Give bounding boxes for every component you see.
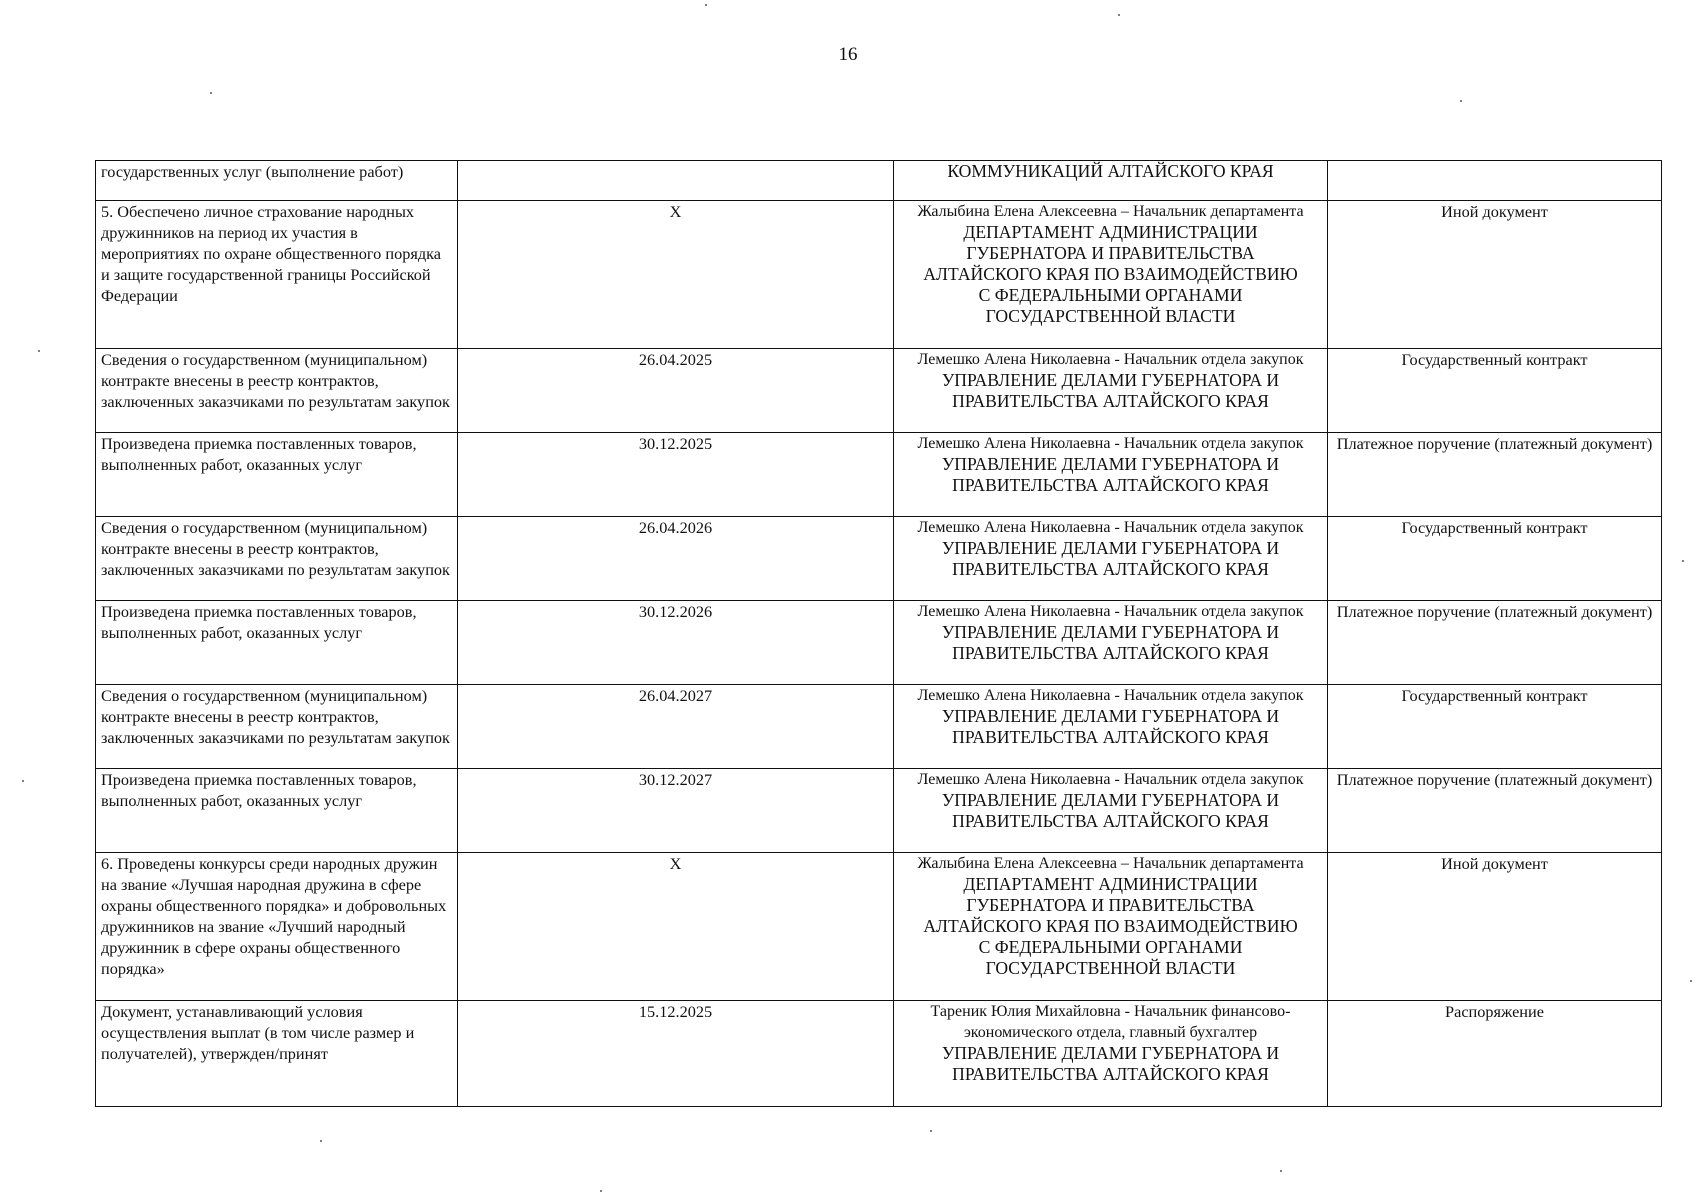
table-row — [96, 161, 1662, 201]
document-type-cell — [1328, 433, 1662, 517]
responsible-organization: ДЕПАРТАМЕНТ АДМИНИСТРАЦИИ ГУБЕРНАТОРА И ПРАВИТЕЛЬСТВА АЛТАЙСКОГО КРАЯ ПО ВЗАИМОДЕЙСТВИЮ С ФЕДЕРАЛЬНЫМИ ОРГАНАМИ ГОСУДАРСТВЕННОЙ ВЛАСТИ — [923, 874, 1298, 978]
deadline-date: 30.12.2026 — [638, 602, 713, 621]
document-type: Платежное поручение (платежный документ) — [1336, 602, 1653, 621]
responsible-cell — [894, 769, 1328, 853]
scan-speck — [1118, 14, 1120, 16]
document-type: Платежное поручение (платежный документ) — [1336, 434, 1653, 453]
date-cell — [458, 517, 894, 601]
responsible-cell — [894, 201, 1328, 349]
table-row — [96, 1001, 1662, 1107]
table-row — [96, 433, 1662, 517]
deadline-date: X — [669, 854, 682, 873]
document-type-cell — [1328, 1001, 1662, 1107]
date-cell — [458, 1001, 894, 1107]
scan-speck — [1690, 980, 1692, 982]
responsible-person: Лемешко Алена Николаевна - Начальник отдела закупок — [917, 351, 1304, 368]
scan-speck — [22, 780, 24, 782]
event-name: Сведения о государственном (муниципальном) контракте внесены в реестр контрактов, заключенных заказчиками по результатам закупок — [101, 518, 450, 579]
event-name: Сведения о государственном (муниципальном) контракте внесены в реестр контрактов, заключенных заказчиками по результатам закупок — [101, 686, 450, 747]
responsible-organization: УПРАВЛЕНИЕ ДЕЛАМИ ГУБЕРНАТОРА И ПРАВИТЕЛЬСТВА АЛТАЙСКОГО КРАЯ — [941, 706, 1280, 747]
table-row — [96, 853, 1662, 1001]
document-type: Иной документ — [1441, 854, 1548, 873]
event-name: 6. Проведены конкурсы среди народных дружин на звание «Лучшая народная дружина в сфере охраны общественного порядка» и добровольных дружинников на звание «Лучший народный дружинник в сфере охраны общественного порядка» — [101, 854, 447, 978]
responsible-cell — [894, 853, 1328, 1001]
responsible-person: Тареник Юлия Михайловна - Начальник финансово-экономического отдела, главный бухгалтер — [930, 1003, 1291, 1041]
scan-speck — [1682, 560, 1684, 562]
responsible-cell — [894, 349, 1328, 433]
scan-speck — [705, 4, 707, 6]
deadline-date: 30.12.2025 — [638, 434, 713, 453]
responsible-organization: УПРАВЛЕНИЕ ДЕЛАМИ ГУБЕРНАТОРА И ПРАВИТЕЛЬСТВА АЛТАЙСКОГО КРАЯ — [941, 538, 1280, 579]
responsible-organization: КОММУНИКАЦИЙ АЛТАЙСКОГО КРАЯ — [947, 161, 1274, 181]
date-cell — [458, 685, 894, 769]
responsible-organization: ДЕПАРТАМЕНТ АДМИНИСТРАЦИИ ГУБЕРНАТОРА И ПРАВИТЕЛЬСТВА АЛТАЙСКОГО КРАЯ ПО ВЗАИМОДЕЙСТВИЮ С ФЕДЕРАЛЬНЫМИ ОРГАНАМИ ГОСУДАРСТВЕННОЙ ВЛАСТИ — [923, 222, 1298, 326]
scan-speck — [600, 1190, 602, 1192]
document-type: Распоряжение — [1445, 1002, 1544, 1021]
date-cell — [458, 769, 894, 853]
event-name-cell — [96, 161, 458, 201]
page-number: 16 — [838, 44, 858, 65]
scan-speck — [38, 350, 40, 352]
date-cell — [458, 853, 894, 1001]
deadline-date: 30.12.2027 — [638, 770, 713, 789]
deadline-date: 26.04.2025 — [638, 350, 713, 369]
scan-speck — [320, 1140, 322, 1142]
document-type: Государственный контракт — [1401, 686, 1588, 705]
responsible-organization: УПРАВЛЕНИЕ ДЕЛАМИ ГУБЕРНАТОРА И ПРАВИТЕЛЬСТВА АЛТАЙСКОГО КРАЯ — [941, 370, 1280, 411]
event-name: Произведена приемка поставленных товаров, выполненных работ, оказанных услуг — [101, 770, 417, 810]
date-cell — [458, 201, 894, 349]
document-type-cell — [1328, 685, 1662, 769]
responsible-cell — [894, 1001, 1328, 1107]
responsible-organization: УПРАВЛЕНИЕ ДЕЛАМИ ГУБЕРНАТОРА И ПРАВИТЕЛЬСТВА АЛТАЙСКОГО КРАЯ — [941, 790, 1280, 831]
plan-table — [95, 160, 1662, 1107]
responsible-person: Жалыбина Елена Алексеевна – Начальник департамента — [917, 203, 1304, 220]
document-type: Платежное поручение (платежный документ) — [1336, 770, 1653, 789]
event-name-cell — [96, 853, 458, 1001]
responsible-organization: УПРАВЛЕНИЕ ДЕЛАМИ ГУБЕРНАТОРА И ПРАВИТЕЛЬСТВА АЛТАЙСКОГО КРАЯ — [941, 1043, 1280, 1084]
scan-speck — [210, 92, 212, 94]
event-name: государственных услуг (выполнение работ) — [101, 162, 404, 181]
date-cell — [458, 433, 894, 517]
document-type-cell — [1328, 601, 1662, 685]
document-type: Государственный контракт — [1401, 518, 1588, 537]
event-name: Сведения о государственном (муниципальном) контракте внесены в реестр контрактов, заключенных заказчиками по результатам закупок — [101, 350, 450, 411]
document-type-cell — [1328, 161, 1662, 201]
date-cell — [458, 161, 894, 201]
document-type-cell — [1328, 853, 1662, 1001]
event-name-cell — [96, 433, 458, 517]
event-name-cell — [96, 517, 458, 601]
event-name: Произведена приемка поставленных товаров, выполненных работ, оказанных услуг — [101, 602, 417, 642]
document-type-cell — [1328, 201, 1662, 349]
responsible-cell — [894, 517, 1328, 601]
table-row — [96, 201, 1662, 349]
responsible-cell — [894, 161, 1328, 201]
document-type-cell — [1328, 349, 1662, 433]
event-name-cell — [96, 769, 458, 853]
document-type: Государственный контракт — [1401, 350, 1588, 369]
table-row — [96, 517, 1662, 601]
document-type-cell — [1328, 769, 1662, 853]
deadline-date: 26.04.2026 — [638, 518, 713, 537]
event-name-cell — [96, 1001, 458, 1107]
responsible-person: Лемешко Алена Николаевна - Начальник отдела закупок — [917, 519, 1304, 536]
event-name: 5. Обеспечено личное страхование народных дружинников на период их участия в мероприятиях по охране общественного порядка и защите государственной границы Российской Федерации — [101, 202, 442, 305]
responsible-person: Лемешко Алена Николаевна - Начальник отдела закупок — [917, 603, 1304, 620]
event-name-cell — [96, 349, 458, 433]
responsible-person: Лемешко Алена Николаевна - Начальник отдела закупок — [917, 435, 1304, 452]
responsible-person: Лемешко Алена Николаевна - Начальник отдела закупок — [917, 771, 1304, 788]
event-name-cell — [96, 601, 458, 685]
table-row — [96, 601, 1662, 685]
event-name-cell — [96, 685, 458, 769]
responsible-cell — [894, 601, 1328, 685]
scan-speck — [1280, 1170, 1282, 1172]
scan-speck — [1460, 100, 1462, 102]
responsible-person: Жалыбина Елена Алексеевна – Начальник департамента — [917, 855, 1304, 872]
date-cell — [458, 601, 894, 685]
deadline-date: 15.12.2025 — [638, 1002, 713, 1021]
deadline-date: X — [669, 202, 682, 221]
table-row — [96, 349, 1662, 433]
responsible-organization: УПРАВЛЕНИЕ ДЕЛАМИ ГУБЕРНАТОРА И ПРАВИТЕЛЬСТВА АЛТАЙСКОГО КРАЯ — [941, 622, 1280, 663]
event-name-cell — [96, 201, 458, 349]
responsible-cell — [894, 685, 1328, 769]
event-name: Произведена приемка поставленных товаров, выполненных работ, оказанных услуг — [101, 434, 417, 474]
document-type: Иной документ — [1441, 202, 1548, 221]
event-name: Документ, устанавливающий условия осуществления выплат (в том числе размер и получателей), утвержден/принят — [101, 1002, 415, 1063]
date-cell — [458, 349, 894, 433]
responsible-person: Лемешко Алена Николаевна - Начальник отдела закупок — [917, 687, 1304, 704]
responsible-organization: УПРАВЛЕНИЕ ДЕЛАМИ ГУБЕРНАТОРА И ПРАВИТЕЛЬСТВА АЛТАЙСКОГО КРАЯ — [941, 454, 1280, 495]
document-type-cell — [1328, 517, 1662, 601]
deadline-date: 26.04.2027 — [638, 686, 713, 705]
responsible-cell — [894, 433, 1328, 517]
scan-speck — [930, 1130, 932, 1132]
table-row — [96, 769, 1662, 853]
table-row — [96, 685, 1662, 769]
